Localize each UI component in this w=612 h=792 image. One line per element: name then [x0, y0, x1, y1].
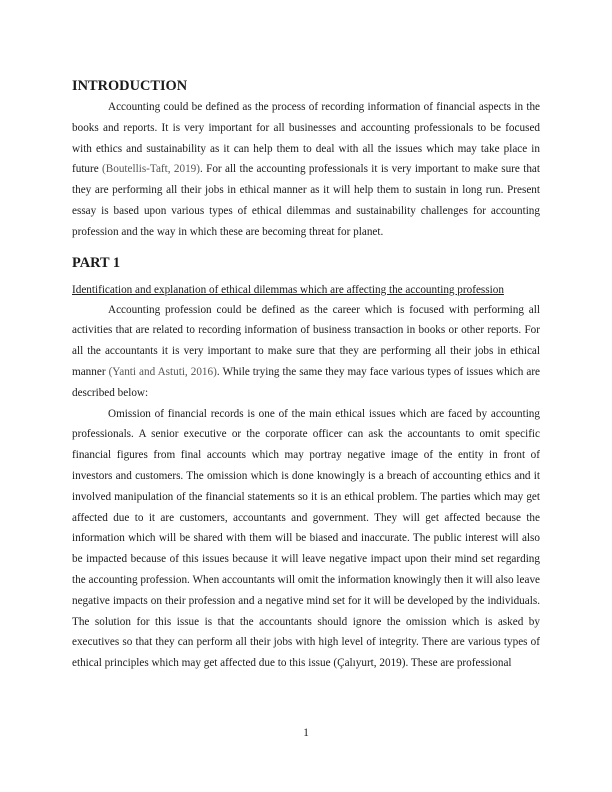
- document-page: [72, 76, 540, 674]
- part1-p2-text-b: . These are professional: [405, 657, 512, 670]
- part1-heading: PART 1: [72, 254, 121, 271]
- part1-p1-citation: (Yanti and Astuti, 2016): [108, 365, 217, 378]
- part1-p1-text-a: Accounting profession could be defined as the career which is focused with performing all activities that are related to recording information of business transaction in books or other reports. For all the accountants it is very important to make sure that they are performing all their jobs in ethical manner: [72, 303, 540, 378]
- introduction-heading: INTRODUCTION: [72, 78, 188, 94]
- part1-paragraph-2: [72, 404, 540, 674]
- part1-p2-text-a: Omission of financial records is one of the main ethical issues which are faced by accounting professionals. A senior executive or the corporate officer can ask the accountants to omit specific financial figures from final accounts which may portray negative image of the entity in front of investors and customers. The omission which is done knowingly is a breach of accounting ethics and it involved manipulation of the financial statements so it is an ethical problem. The parties which may get affected due to it are customers, accountants and government. They will get affected because the information which will be shared with them will be biased and inaccurate. The public interest will also be impacted because of this issues because it will leave negative impact upon their mind set regarding the accounting profession. When accountants will omit the information knowingly then it will also leave negative impacts on their profession and a negative mind set for it will be developed by the individuals. The solution for this issue is that the accountants should ignore the omission which is asked by executives so that they can perform all their jobs with high level of integrity. There are various types of ethical principles which may get affected due to this issue: [72, 407, 540, 670]
- introduction-paragraph: [72, 97, 540, 243]
- intro-text-b: . For all the accounting professionals it is very important to make sure that they are performing all their jobs in ethical manner as it will help them to sustain in long run. Present essay is based upon various types of ethical dilemmas and sustainability challenges for accounting profession and the way in which these are becoming threat for planet.: [72, 163, 540, 238]
- page-number: 1: [303, 727, 309, 739]
- part1-p1-text-b: . While trying the same they may face various types of issues which are described below:: [72, 365, 541, 399]
- intro-text-a: Accounting could be defined as the process of recording information of financial aspects in the books and reports. It is very important for all businesses and accounting professionals to be focused with ethics and sustainability as it can help them to deal with all the issues which may take place in future: [72, 101, 540, 176]
- part1-paragraph-1: [72, 300, 540, 404]
- intro-citation: (Boutellis-Taft, 2019): [102, 163, 200, 176]
- part1-p2-citation: (Çalıyurt, 2019): [333, 657, 406, 670]
- part1-subheading: Identification and explanation of ethical dilemmas which are affecting the accounting profession: [72, 283, 504, 296]
